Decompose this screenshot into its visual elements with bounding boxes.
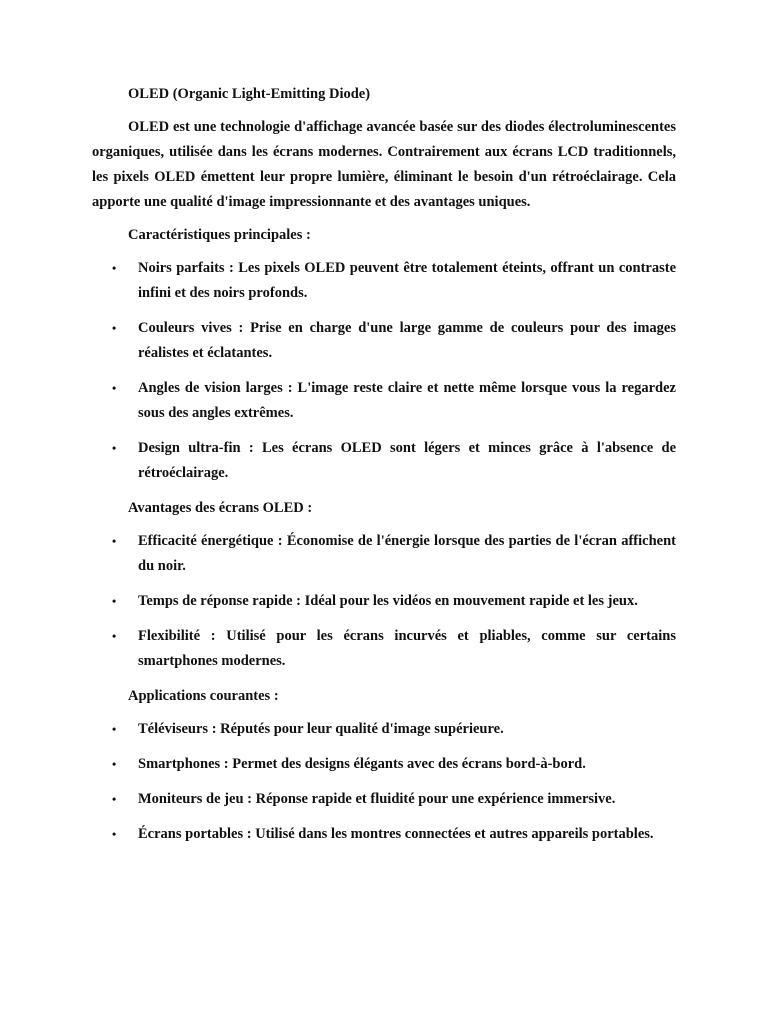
list-item-text: Couleurs vives : Prise en charge d'une large gamme de couleurs pour des images réalistes et éclatantes. — [138, 320, 676, 361]
list-item — [92, 256, 676, 306]
list-item-text: Écrans portables : Utilisé dans les montres connectées et autres appareils portables. — [138, 826, 654, 842]
list-item-text: Angles de vision larges : L'image reste claire et nette même lorsque vous la regardez sous des angles extrêmes. — [138, 380, 676, 421]
list-item-text: Smartphones : Permet des designs élégants avec des écrans bord-à-bord. — [138, 756, 586, 772]
bullet-icon: • — [112, 827, 117, 841]
bullet-list-applications — [92, 717, 676, 847]
bullet-icon: • — [112, 534, 117, 548]
list-item-text: Design ultra-fin : Les écrans OLED sont légers et minces grâce à l'absence de rétroéclairage. — [138, 440, 676, 481]
bullet-list-caracteristiques — [92, 256, 676, 486]
bullet-icon: • — [112, 261, 117, 275]
list-item-text: Temps de réponse rapide : Idéal pour les vidéos en mouvement rapide et les jeux. — [138, 593, 638, 609]
list-item — [92, 822, 676, 847]
bullet-icon: • — [112, 792, 117, 806]
list-item — [92, 436, 676, 486]
list-item — [92, 316, 676, 366]
bullet-icon: • — [112, 594, 117, 608]
list-item — [92, 752, 676, 777]
document-title: OLED (Organic Light-Emitting Diode) — [128, 86, 371, 102]
intro-paragraph: OLED est une technologie d'affichage avancée basée sur des diodes électroluminescentes organiques, utilisée dans les écrans modernes. Contrairement aux écrans LCD traditionnels, les pixels OLED émettent leur propre lumière, éliminant le besoin d'un rétroéclairage. Cela apporte une qualité d'image impressionnante et des avantages uniques. — [92, 119, 676, 210]
bullet-list-avantages — [92, 529, 676, 674]
section-heading-applications: Applications courantes : — [128, 688, 279, 704]
bullet-icon: • — [112, 722, 117, 736]
list-item — [92, 787, 676, 812]
section-heading-caracteristiques: Caractéristiques principales : — [128, 227, 311, 243]
list-item-text: Moniteurs de jeu : Réponse rapide et fluidité pour une expérience immersive. — [138, 791, 616, 807]
list-item — [92, 717, 676, 742]
list-item — [92, 376, 676, 426]
bullet-icon: • — [112, 321, 117, 335]
document-page — [92, 82, 676, 857]
list-item-text: Téléviseurs : Réputés pour leur qualité d'image supérieure. — [138, 721, 504, 737]
list-item-text: Flexibilité : Utilisé pour les écrans incurvés et pliables, comme sur certains smartphones modernes. — [138, 628, 676, 669]
section-heading-avantages: Avantages des écrans OLED : — [128, 500, 313, 516]
bullet-icon: • — [112, 757, 117, 771]
list-item — [92, 624, 676, 674]
list-item — [92, 529, 676, 579]
bullet-icon: • — [112, 629, 117, 643]
bullet-icon: • — [112, 441, 117, 455]
bullet-icon: • — [112, 381, 117, 395]
list-item-text: Noirs parfaits : Les pixels OLED peuvent être totalement éteints, offrant un contraste infini et des noirs profonds. — [138, 260, 676, 301]
list-item — [92, 589, 676, 614]
list-item-text: Efficacité énergétique : Économise de l'énergie lorsque des parties de l'écran affichent du noir. — [138, 533, 676, 574]
